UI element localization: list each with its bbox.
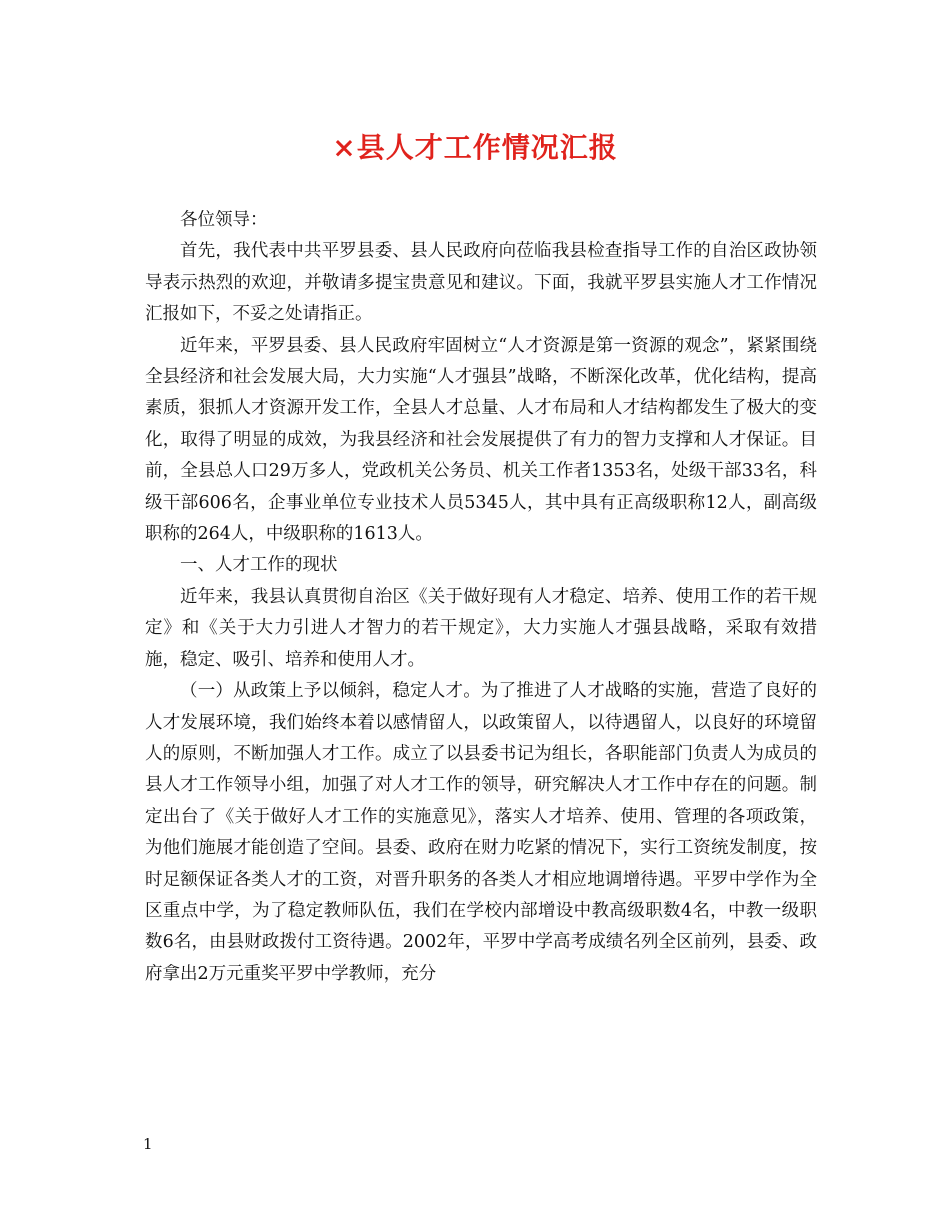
document-title: ×县人才工作情况汇报 [332, 131, 618, 164]
paragraph-overview: 近年来，平罗县委、县人民政府牢固树立“人才资源是第一资源的观念”，紧紧围绕全县经济和社会发展大局，大力实施“人才强县”战略，不断深化改革，优化结构，提高素质，狠抓人才资源开发工作，全县人才总量、人才布局和人才结构都发生了极大的变化，取得了明显的成效，为我县经济和社会发展提供了有力的智力支撑和人才保证。目前，全县总人口29万多人，党政机关公务员、机关工作者1353名，处级干部33名，科级干部606名，企事业单位专业技术人员5345人，其中具有正高级职称12人，副高级职称的264人，中级职称的1613人。 [145, 335, 817, 545]
paragraph-status: 近年来，我县认真贯彻自治区《关于做好现有人才稳定、培养、使用工作的若干规定》和《关于大力引进人才智力的若干规定》，大力实施人才强县战略，采取有效措施，稳定、吸引、培养和使用人才。 [145, 586, 817, 670]
paragraph-policy: （一）从政策上予以倾斜，稳定人才。为了推进了人才战略的实施，营造了良好的人才发展环境，我们始终本着以感情留人，以政策留人，以待遇留人，以良好的环境留人的原则，不断加强人才工作。成立了以县委书记为组长，各职能部门负责人为成员的县人才工作领导小组，加强了对人才工作的领导，研究解决人才工作中存在的问题。制定出台了《关于做好人才工作的实施意见》，落实人才培养、使用、管理的各项政策，为他们施展才能创造了空间。县委、政府在财力吃紧的情况下，实行工资统发制度，按时足额保证各类人才的工资，对晋升职务的各类人才相应地调增待遇。平罗中学作为全区重点中学，为了稳定教师队伍，我们在学校内部增设中教高级职数4名，中教一级职数6名，由县财政拨付工资待遇。2002年，平罗中学高考成绩名列全区前列，县委、政府拿出2万元重奖平罗中学教师，充分 [145, 681, 817, 984]
page-number: 1 [143, 1135, 153, 1153]
paragraph-intro: 首先，我代表中共平罗县委、县人民政府向莅临我县检查指导工作的自治区政协领导表示热烈的欢迎，并敬请多提宝贵意见和建议。下面，我就平罗县实施人才工作情况汇报如下，不妥之处请指正。 [145, 241, 817, 325]
document-body [145, 205, 817, 990]
section-heading: 一、人才工作的现状 [180, 555, 338, 576]
salutation: 各位领导： [180, 210, 268, 230]
